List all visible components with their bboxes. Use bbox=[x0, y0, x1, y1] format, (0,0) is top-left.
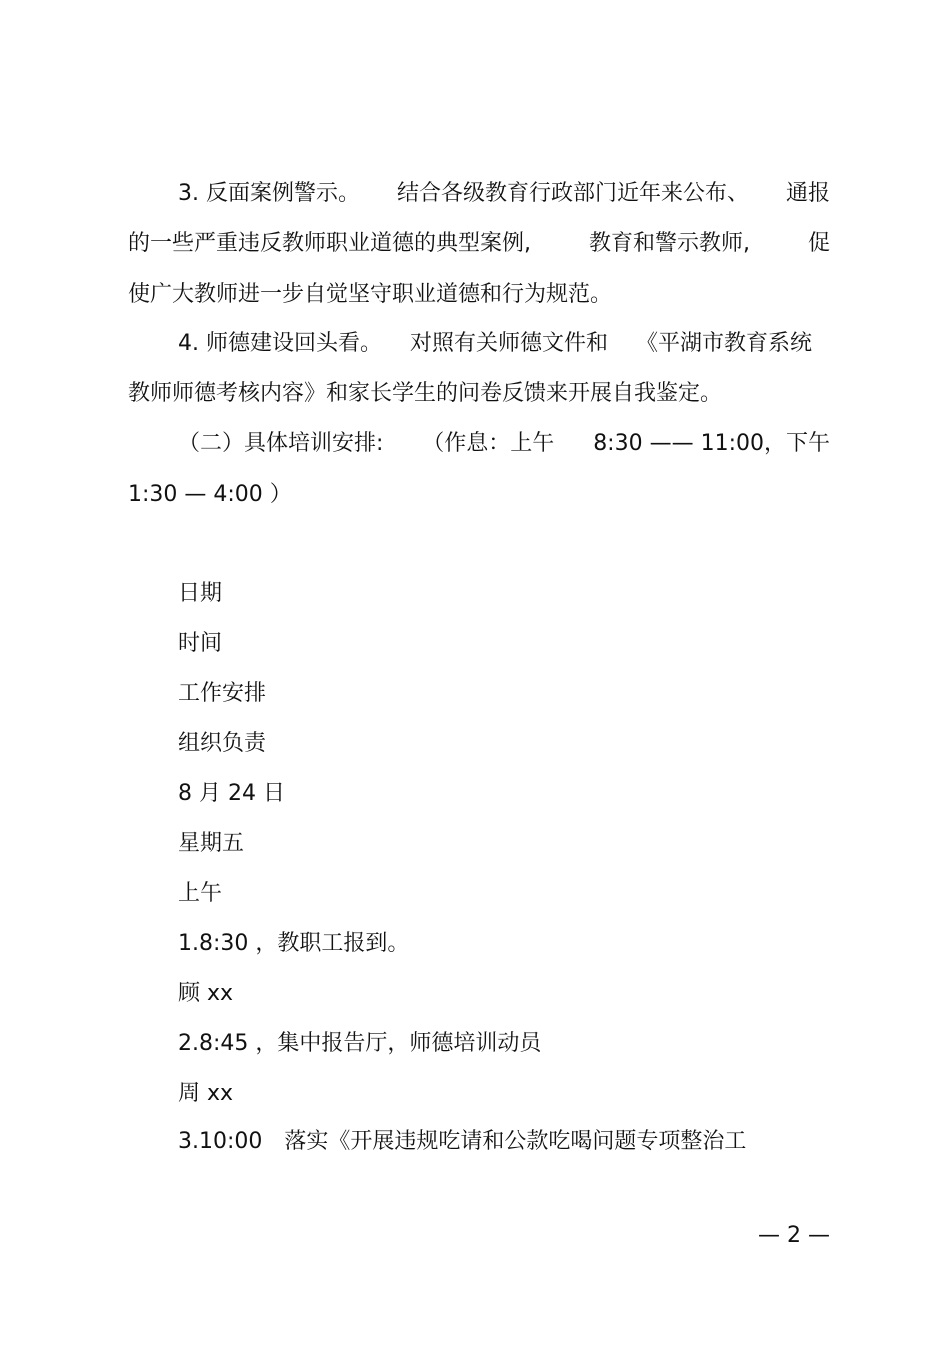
text-segment: 对照有关师德文件和 bbox=[409, 331, 608, 356]
text-segment: 结合各级教育行政部门近年来公布、 bbox=[396, 181, 749, 206]
text-segment: （作息：上午 bbox=[422, 431, 555, 456]
schedule-organizer: 周 xx bbox=[178, 1081, 234, 1106]
text-segment: （二）具体培训安排: bbox=[178, 431, 384, 456]
schedule-header-time: 时间 bbox=[178, 631, 223, 656]
text-segment: 通报 bbox=[785, 181, 830, 206]
paragraph-3-line-1 bbox=[178, 179, 830, 209]
paragraph-4-line-1 bbox=[178, 329, 812, 359]
text-segment: 教育和警示教师, bbox=[588, 231, 750, 256]
text-segment: 促 bbox=[807, 231, 830, 256]
schedule-header-organizer: 组织负责 bbox=[178, 731, 267, 756]
schedule-weekday: 星期五 bbox=[178, 831, 245, 856]
text-segment: 4. 师德建设回头看。 bbox=[178, 331, 382, 356]
section-2-line-2: 1:30 — 4:00 ） bbox=[128, 482, 292, 507]
paragraph-4-line-2: 教师师德考核内容》和家长学生的问卷反馈来开展自我鉴定。 bbox=[128, 381, 723, 406]
section-2-line-1 bbox=[178, 429, 830, 459]
text-segment: 的一些严重违反教师职业道德的典型案例, bbox=[128, 231, 531, 256]
paragraph-3-line-3: 使广大教师进一步自觉坚守职业道德和行为规范。 bbox=[128, 282, 613, 307]
schedule-date: 8 月 24 日 bbox=[178, 781, 285, 806]
schedule-task: 3.10:00 落实《开展违规吃请和公款吃喝问题专项整治工 bbox=[178, 1129, 747, 1154]
text-segment: 3. 反面案例警示。 bbox=[178, 181, 360, 206]
schedule-header-work: 工作安排 bbox=[178, 681, 267, 706]
schedule-task: 2.8:45 ，集中报告厅，师德培训动员 bbox=[178, 1031, 542, 1056]
schedule-period: 上午 bbox=[178, 881, 223, 906]
schedule-task: 1.8:30 ，教职工报到。 bbox=[178, 931, 410, 956]
text-segment: 8:30 —— 11:00，下午 bbox=[593, 431, 830, 456]
schedule-header-date: 日期 bbox=[178, 581, 223, 606]
page-number: — 2 — bbox=[758, 1223, 830, 1248]
schedule-organizer: 顾 xx bbox=[178, 981, 234, 1006]
text-segment: 《平湖市教育系统 bbox=[635, 331, 812, 356]
paragraph-3-line-2 bbox=[128, 229, 830, 259]
